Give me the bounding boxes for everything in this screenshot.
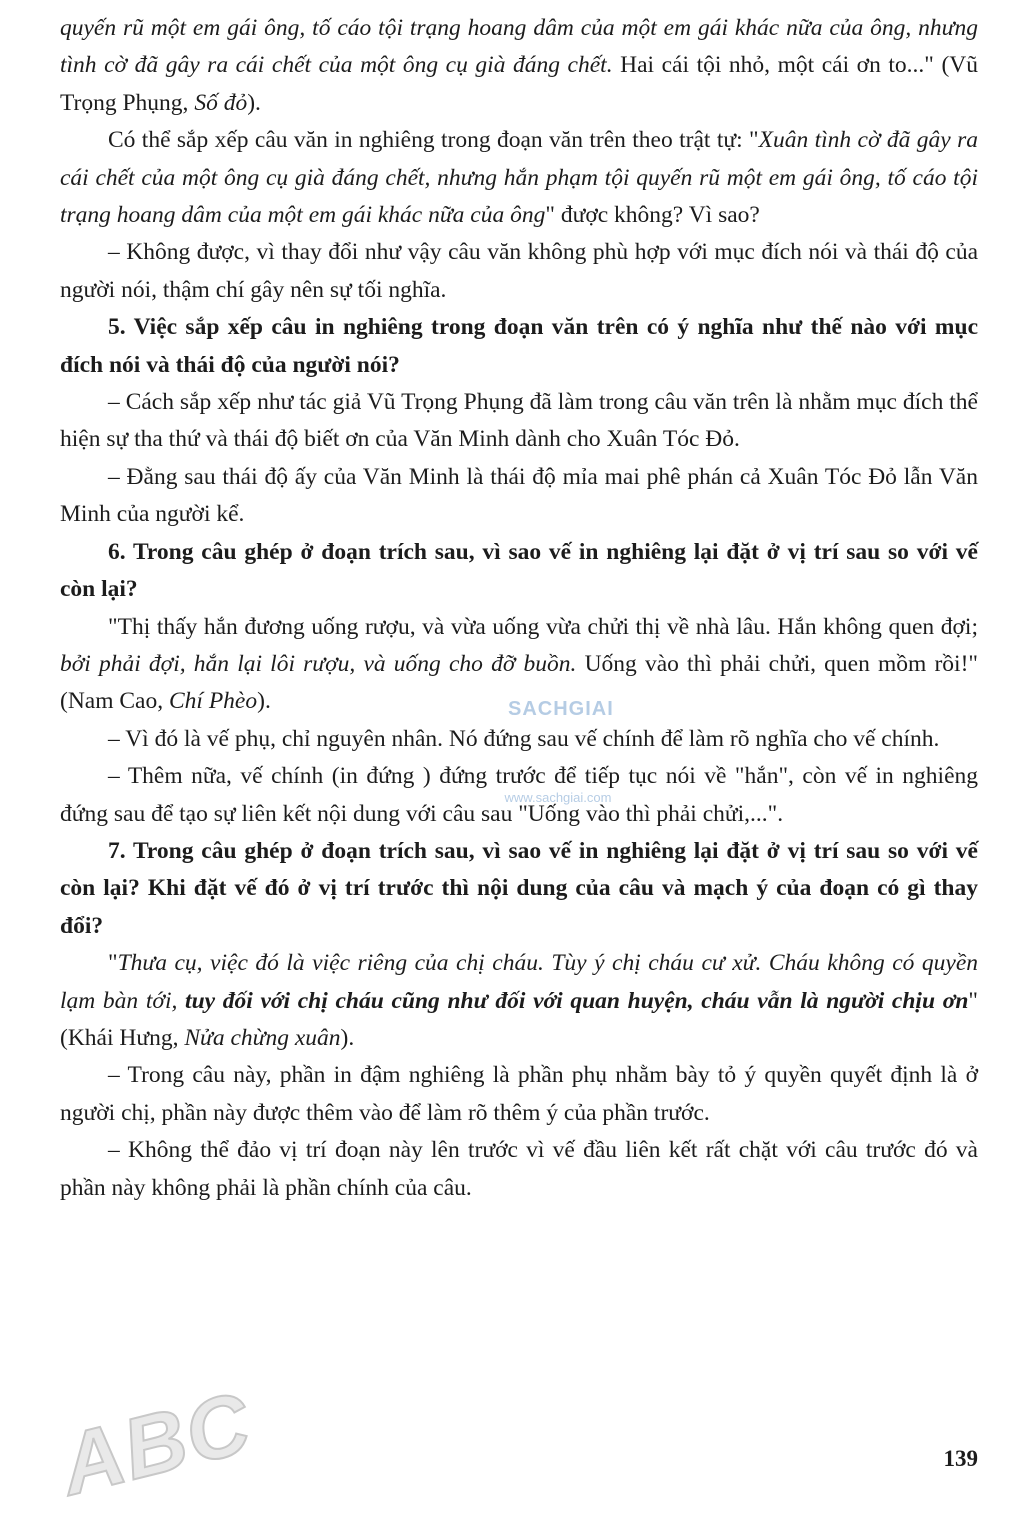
text-run: bởi phải đợi, hắn lại lôi rượu, và uống cho đỡ buồn.: [60, 650, 577, 677]
page-number: 139: [943, 1446, 978, 1471]
text-run: Thưa cụ, việc đó là việc riêng của chị cháu. Tùy ý chị cháu cư xử. Cháu không có quyền lạm bàn tới,: [60, 950, 978, 1014]
text-run: – Cách sắp xếp như tác giả Vũ Trọng Phụng đã làm trong câu văn trên là nhằm mục đích thể hiện sự tha thứ và thái độ biết ơn của Văn Minh dành cho Xuân Tóc Đỏ.: [60, 389, 978, 453]
text-run: ).: [257, 688, 271, 715]
text-run: – Vì đó là vế phụ, chỉ nguyên nhân. Nó đứng sau vế chính để làm rõ nghĩa cho vế chính.: [108, 725, 940, 752]
text-paragraph: [60, 234, 978, 309]
text-run: – Trong câu này, phần in đậm nghiêng là phần phụ nhằm bày tỏ ý quyền quyết định là ở người chị, phần này được thêm vào để làm rõ thêm ý của phần trước.: [60, 1062, 978, 1126]
text-paragraph: [60, 384, 978, 459]
text-run: "Thị thấy hắn đương uống rượu, và vừa uống vừa chửi thị về nhà lâu. Hắn không quen đợi;: [108, 613, 978, 640]
text-paragraph: [60, 945, 978, 1057]
text-paragraph: [60, 459, 978, 534]
text-run: ).: [340, 1024, 355, 1051]
text-run: 6. Trong câu ghép ở đoạn trích sau, vì sao vế in nghiêng lại đặt ở vị trí sau so với vế còn lại?: [60, 538, 978, 603]
text-run: ": [108, 950, 118, 977]
watermark-logo: SACHGIAI: [508, 698, 614, 720]
text-run: Có thể sắp xếp câu văn in nghiêng trong đoạn văn trên theo trật tự: ": [108, 127, 759, 154]
text-run: Hai cái tội nhỏ, một cái ơn to..." (Vũ Trọng Phụng,: [60, 52, 978, 116]
text-run: Nửa chừng xuân: [184, 1024, 341, 1051]
question-paragraph: [60, 534, 978, 609]
watermark-url: www.sachgiai.com: [504, 790, 612, 805]
text-run: " được không? Vì sao?: [545, 202, 760, 229]
page-body: [60, 10, 978, 1207]
text-run: " (Khái Hưng,: [60, 987, 978, 1051]
text-run: Chí Phèo: [169, 688, 258, 715]
text-paragraph: [60, 1057, 978, 1132]
text-paragraph: [60, 1132, 978, 1207]
text-run: – Không thể đảo vị trí đoạn này lên trước vì vế đầu liên kết rất chặt với câu trước đó và phần này không phải là phần chính của câu.: [60, 1137, 978, 1201]
text-run: tuy đối với chị cháu cũng như đối với quan huyện, cháu vẫn là người chịu ơn: [185, 987, 969, 1014]
text-run: 5. Việc sắp xếp câu in nghiêng trong đoạn văn trên có ý nghĩa như thế nào với mục đích nói và thái độ của người nói?: [60, 314, 978, 378]
text-paragraph: [60, 122, 978, 234]
text-run: Xuân tình cờ đã gây ra cái chết của một ông cụ già đáng chết, nhưng hắn phạm tội quyến rũ một em gái ông, tố cáo tội trạng hoang dâm của một em gái khác nữa của ông: [60, 127, 978, 229]
text-run: Số đỏ: [194, 89, 248, 116]
text-run: ).: [247, 89, 261, 116]
text-run: quyến rũ một em gái ông, tố cáo tội trạng hoang dâm của một em gái khác nữa của ông, nhưng tình cờ đã gây ra cái chết của một ông cụ già đáng chết.: [60, 15, 978, 79]
text-run: – Không được, vì thay đổi như vậy câu văn không phù hợp với mục đích nói và thái độ của người nói, thậm chí gây nên sự tối nghĩa.: [60, 239, 978, 303]
abc-stamp: ABC: [51, 1374, 261, 1514]
text-run: 7. Trong câu ghép ở đoạn trích sau, vì sao vế in nghiêng lại đặt ở vị trí sau so với vế còn lại? Khi đặt vế đó ở vị trí trước thì nội dung của câu và mạch ý của đoạn có gì thay đổi?: [60, 837, 978, 939]
text-paragraph: [60, 721, 978, 758]
text-run: – Đằng sau thái độ ấy của Văn Minh là thái độ mỉa mai phê phán cả Xuân Tóc Đỏ lẫn Văn Minh của người kể.: [60, 463, 978, 528]
question-paragraph: [60, 309, 978, 384]
text-paragraph: [60, 10, 978, 122]
question-paragraph: [60, 833, 978, 945]
text-run: – Thêm nữa, vế chính (in đứng ) đứng trước để tiếp tục nói về "hắn", còn vế in nghiêng đứng sau để tạo sự liên kết nội dung với câu sau "Uống vào thì phải chửi,...".: [60, 763, 978, 827]
text-run: Uống vào thì phải chửi, quen mồm rồi!" (Nam Cao,: [60, 650, 978, 715]
watermark: [504, 698, 614, 805]
